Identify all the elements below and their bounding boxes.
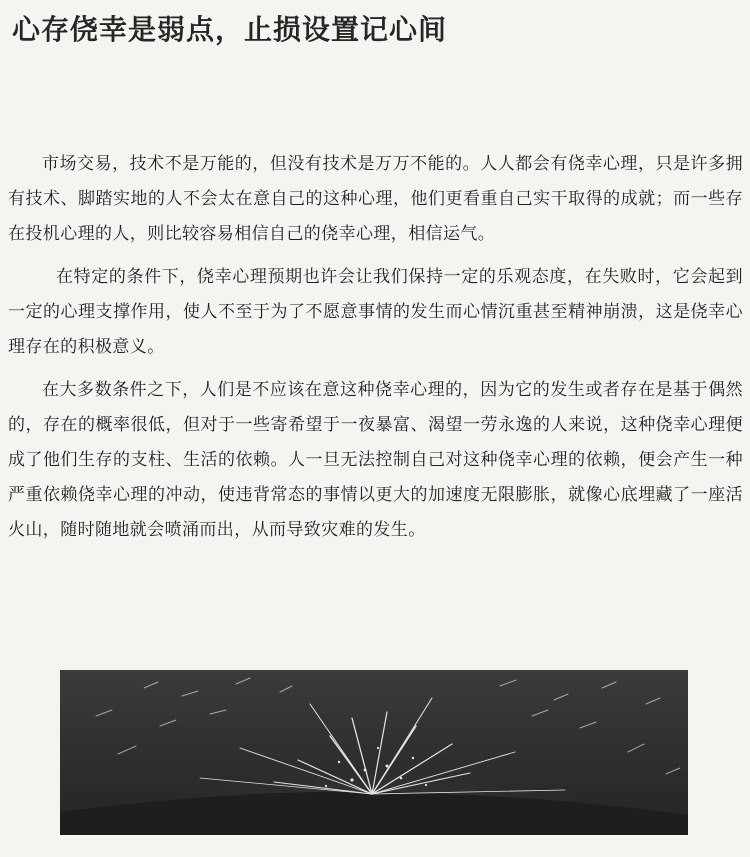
paragraph-1: 市场交易，技术不是万能的，但没有技术是万万不能的。人人都会有侥幸心理，只是许多拥有技术、脚踏实地的人不会太在意自己的这种心理，他们更看重自己实干取得的成就；而一些存在投机心理的人，则比较容易相信自己的侥幸心理，相信运气。 (8, 154, 743, 244)
eruption-spark-photo (60, 670, 688, 835)
paragraph-2: 在特定的条件下，侥幸心理预期也许会让我们保持一定的乐观态度，在失败时，它会起到一定的心理支撑作用，使人不至于为了不愿意事情的发生而心情沉重甚至精神崩溃，这是侥幸心理存在的积极意义。 (8, 267, 743, 357)
article-title: 心存侥幸是弱点，止损设置记心间 (12, 13, 448, 46)
article-body (8, 147, 743, 556)
paragraph-3: 在大多数条件之下，人们是不应该在意这种侥幸心理的，因为它的发生或者存在是基于偶然的，存在的概率很低，但对于一些寄希望于一夜暴富、渴望一劳永逸的人来说，这种侥幸心理便成了他们生存的支柱、生活的依赖。人一旦无法控制自己对这种侥幸心理的依赖，便会产生一种严重依赖侥幸心理的冲动，使违背常态的事情以更大的加速度无限膨胀，就像心底埋藏了一座活火山，随时随地就会喷涌而出，从而导致灾难的发生。 (8, 380, 743, 540)
